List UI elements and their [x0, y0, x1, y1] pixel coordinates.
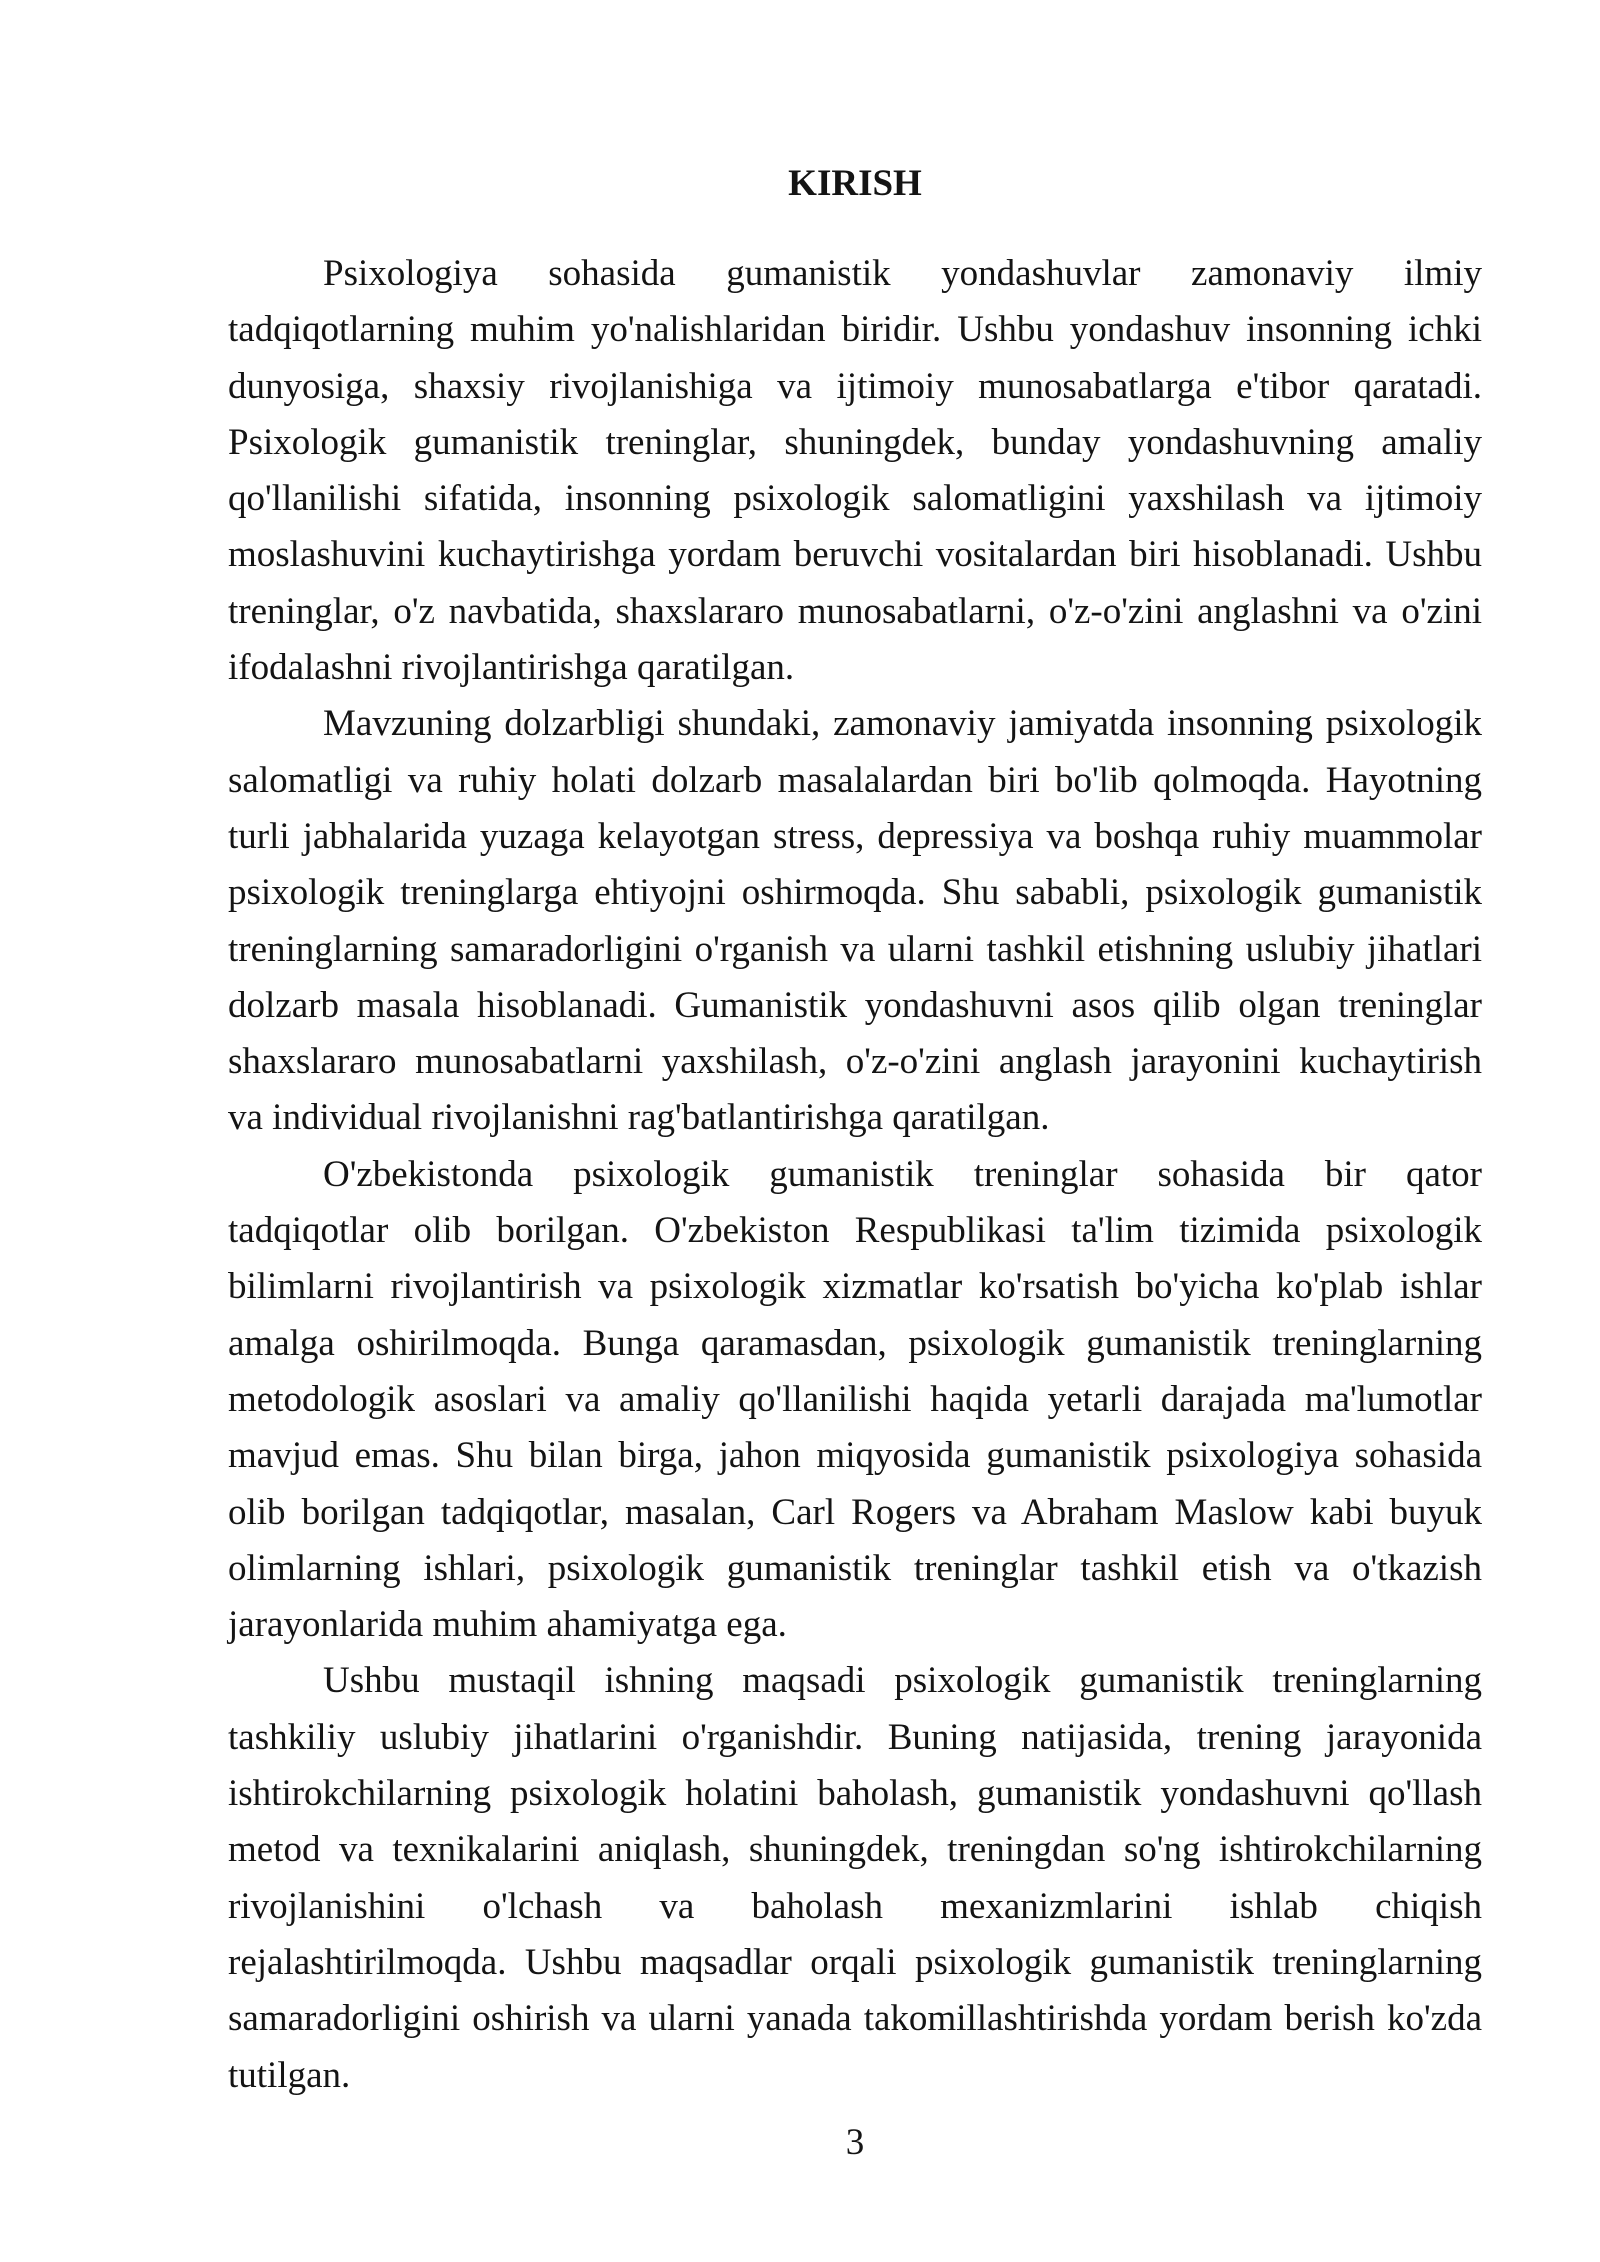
paragraph-line: Mavzuning dolzarbligi shundaki, zamonaviy jamiyatda insonning psixologik	[323, 703, 1482, 745]
paragraph-line: amalga oshirilmoqda. Bunga qaramasdan, psixologik gumanistik treninglarning	[228, 1322, 1482, 1364]
paragraph-line: moslashuvini kuchaytirishga yordam beruvchi vositalardan biri hisoblanadi. Ushbu	[228, 534, 1482, 576]
paragraph-line: Psixologiya sohasida gumanistik yondashuvlar zamonaviy ilmiy	[323, 253, 1482, 294]
paragraph-line: tashkiliy uslubiy jihatlarini o'rganishdir. Buning natijasida, trening jarayonida	[228, 1716, 1482, 1758]
body-text	[228, 246, 1482, 2104]
paragraph-line: samaradorligini oshirish va ularni yanada takomillashtirishda yordam berish ko'zda	[228, 1998, 1482, 2040]
paragraph-line: bilimlarni rivojlantirish va psixologik xizmatlar ko'rsatish bo'yicha ko'plab ishlar	[228, 1266, 1482, 1308]
paragraph-line: metod va texnikalarini aniqlash, shuningdek, treningdan so'ng ishtirokchilarning	[228, 1829, 1482, 1871]
paragraph-line: mavjud emas. Shu bilan birga, jahon miqyosida gumanistik psixologiya sohasida	[228, 1435, 1482, 1477]
paragraph-line: va individual rivojlanishni rag'batlantirishga qaratilgan.	[228, 1097, 1050, 1139]
paragraph-line: tutilgan.	[228, 2054, 351, 2096]
paragraph-line: rejalashtirilmoqda. Ushbu maqsadlar orqali psixologik gumanistik treninglarning	[228, 1941, 1482, 1983]
paragraph-line: ifodalashni rivojlantirishga qaratilgan.	[228, 647, 795, 689]
paragraph-relevance	[228, 696, 1482, 1146]
paragraph-research-state	[228, 1147, 1482, 1654]
paragraph-line: treninglar, o'z navbatida, shaxslararo munosabatlarni, o'z-o'zini anglashni va o'zini	[228, 590, 1482, 632]
paragraph-introduction	[228, 246, 1482, 696]
paragraph-line: ishtirokchilarning psixologik holatini baholash, gumanistik yondashuvni qo'llash	[228, 1773, 1482, 1815]
paragraph-line: tadqiqotlarning muhim yo'nalishlaridan biridir. Ushbu yondashuv insonning ichki	[228, 309, 1482, 351]
paragraph-line: olib borilgan tadqiqotlar, masalan, Carl Rogers va Abraham Maslow kabi buyuk	[228, 1491, 1482, 1533]
paragraph-line: olimlarning ishlari, psixologik gumanistik treninglar tashkil etish va o'tkazish	[228, 1547, 1482, 1589]
paragraph-line: Psixologik gumanistik treninglar, shuningdek, bunday yondashuvning amaliy	[228, 421, 1482, 463]
paragraph-line: Ushbu mustaqil ishning maqsadi psixologik gumanistik treninglarning	[323, 1660, 1482, 1702]
page-title: KIRISH	[788, 163, 922, 204]
paragraph-line: salomatligi va ruhiy holati dolzarb masalalardan biri bo'lib qolmoqda. Hayotning	[228, 759, 1482, 801]
paragraph-line: psixologik treninglarga ehtiyojni oshirmoqda. Shu sababli, psixologik gumanistik	[228, 872, 1482, 914]
paragraph-line: O'zbekistonda psixologik gumanistik treninglar sohasida bir qator	[323, 1153, 1482, 1195]
paragraph-line: dunyosiga, shaxsiy rivojlanishiga va ijtimoiy munosabatlarga e'tibor qaratadi.	[228, 365, 1482, 407]
paragraph-line: treninglarning samaradorligini o'rganish va ularni tashkil etishning uslubiy jihatlari	[228, 928, 1482, 970]
paragraph-goal	[228, 1653, 1482, 2103]
paragraph-line: dolzarb masala hisoblanadi. Gumanistik yondashuvni asos qilib olgan treninglar	[228, 984, 1482, 1026]
paragraph-line: turli jabhalarida yuzaga kelayotgan stress, depressiya va boshqa ruhiy muammolar	[228, 815, 1482, 857]
paragraph-line: shaxslararo munosabatlarni yaxshilash, o'z-o'zini anglash jarayonini kuchaytirish	[228, 1041, 1482, 1083]
page-number: 3	[845, 2122, 865, 2163]
paragraph-line: tadqiqotlar olib borilgan. O'zbekiston Respublikasi ta'lim tizimida psixologik	[228, 1210, 1482, 1252]
paragraph-line: qo'llanilishi sifatida, insonning psixologik salomatligini yaxshilash va ijtimoiy	[228, 478, 1482, 520]
paragraph-line: jarayonlarida muhim ahamiyatga ega.	[228, 1604, 787, 1646]
paragraph-line: metodologik asoslari va amaliy qo'llanilishi haqida yetarli darajada ma'lumotlar	[228, 1378, 1482, 1420]
paragraph-line: rivojlanishini o'lchash va baholash mexanizmlarini ishlab chiqish	[228, 1885, 1482, 1927]
